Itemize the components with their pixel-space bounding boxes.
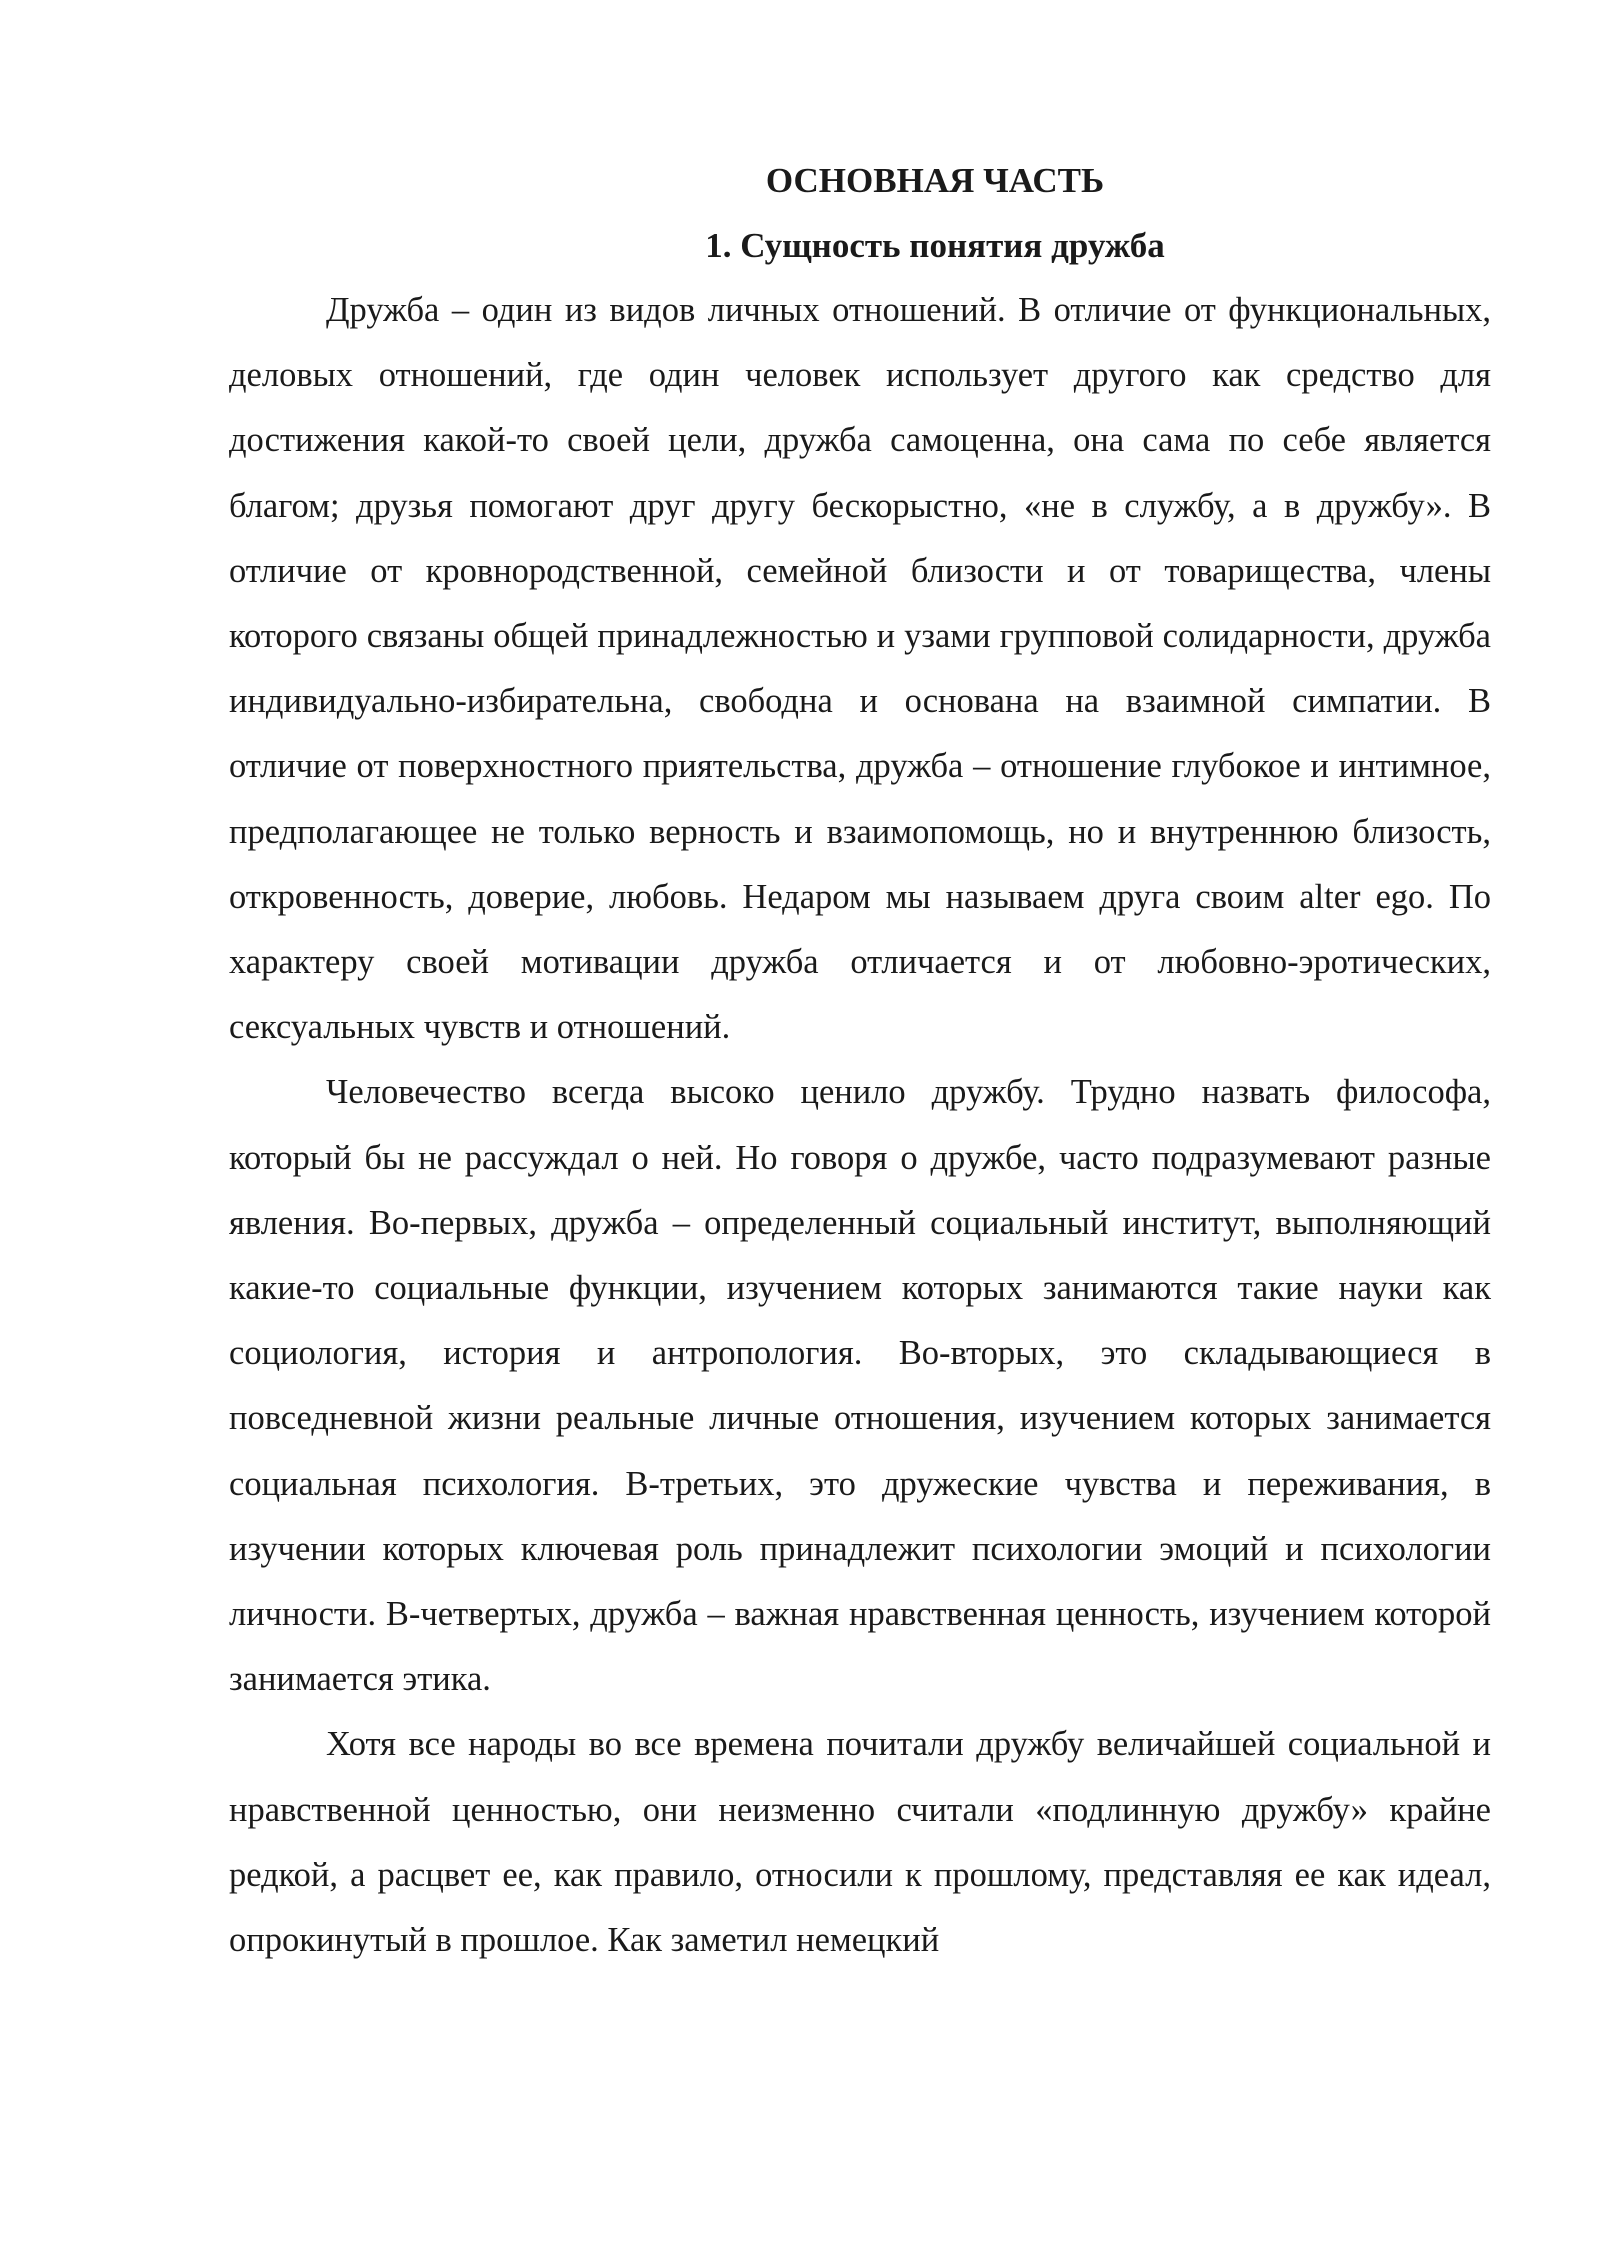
paragraph-3: Хотя все народы во все времена почитали дружбу величайшей социальной и нравственной ценностью, они неизменно считали «подлинную дружбу» крайне редкой, а расцвет ее, как правило, относили к прошлому, представляя ее как идеал, опрокинутый в прошлое. Как заметил немецкий (229, 1725, 1491, 1960)
main-heading: ОСНОВНАЯ ЧАСТЬ (765, 161, 1105, 200)
section-heading: 1. Сущность понятия дружба (705, 226, 1165, 265)
paragraph-1: Дружба – один из видов личных отношений. В отличие от функциональных, деловых отношений, где один человек использует другого как средство для достижения какой-то своей цели, дружба самоценна, она сама по себе является благом; друзья помогают друг другу бескорыстно, «не в службу, а в дружбу». В отличие от кровнородственной, семейной близости и от товарищества, члены которого связаны общей принадлежностью и узами групповой солидарности, дружба индивидуально-избирательна, свободна и основана на взаимной симпатии. В отличие от поверхностного приятельства, дружба – отношение глубокое и интимное, предполагающее не только верность и взаимопомощь, но и внутреннюю близость, откровенность, доверие, любовь. Недаром мы называем друга своим alter ego. По характеру своей мотивации дружба отличается и от любовно-эротических, сексуальных чувств и отношений. (229, 291, 1491, 1047)
paragraph-2: Человечество всегда высоко ценило дружбу. Трудно назвать философа, который бы не рассуждал о ней. Но говоря о дружбе, часто подразумевают разные явления. Во-первых, дружба – определенный социальный институт, выполняющий какие-то социальные функции, изучением которых занимаются такие науки как социология, история и антропология. Во-вторых, это складывающиеся в повседневной жизни реальные личные отношения, изучением которых занимается социальная психология. В-третьих, это дружеские чувства и переживания, в изучении которых ключевая роль принадлежит психологии эмоций и психологии личности. В-четвертых, дружба – важная нравственная ценность, изучением которой занимается этика. (229, 1073, 1491, 1699)
document-body (229, 148, 1491, 1973)
